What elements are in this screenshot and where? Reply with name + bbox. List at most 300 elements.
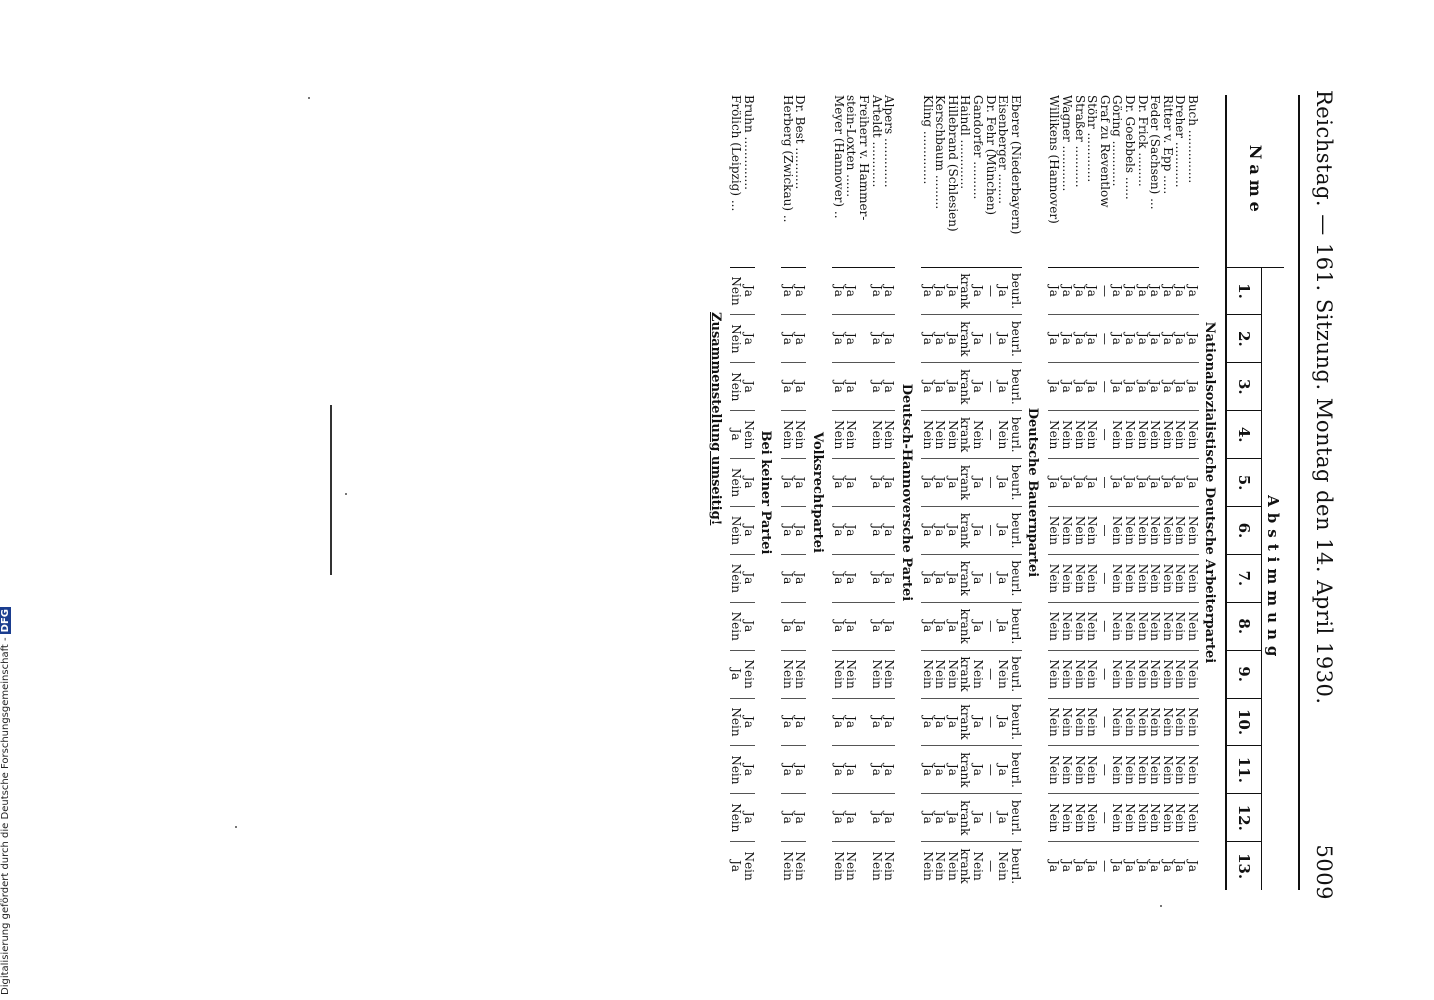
vote-cell: Nein	[742, 650, 755, 698]
vote-cell: Ja	[781, 315, 794, 363]
vote-cell: Nein	[1086, 698, 1099, 746]
table-row	[921, 95, 934, 890]
vote-cell: Ja	[845, 315, 858, 363]
vote-cell: Nein	[1123, 794, 1136, 842]
vote-cell: Ja	[883, 602, 896, 650]
table-row	[1186, 95, 1199, 890]
vote-cell: Ja	[883, 554, 896, 602]
footer-note: Zusammenstellung umseitig!	[708, 312, 723, 526]
vote-cell: Ja	[742, 746, 755, 794]
vote-cell: Nein	[883, 842, 896, 890]
vote-cell: Nein	[1086, 746, 1099, 794]
vote-cell: Ja	[934, 507, 947, 555]
member-name: Dr. Goebbels ......	[1123, 95, 1136, 267]
vote-cell	[857, 459, 870, 507]
vote-cell: Nein	[1161, 554, 1174, 602]
column-number: 5.	[1226, 459, 1262, 507]
table-row	[1111, 95, 1124, 890]
vote-cell: Nein	[921, 650, 934, 698]
vote-cell: Ja	[1149, 363, 1162, 411]
vote-cell: Nein	[1123, 554, 1136, 602]
vote-cell: Ja	[972, 554, 985, 602]
vote-cell: Ja	[781, 746, 794, 794]
vote-cell: Ja	[1161, 459, 1174, 507]
vote-cell: —	[1098, 459, 1111, 507]
vote-cell: Ja	[883, 698, 896, 746]
vote-cell: Nein	[1048, 507, 1061, 555]
table-row	[1174, 95, 1187, 890]
vote-cell: Nein	[1161, 794, 1174, 842]
vote-cell: Ja	[793, 285, 808, 297]
member-name: Dr. Frick .........	[1136, 95, 1149, 267]
vote-cell: Ja	[921, 602, 934, 650]
vote-cell: beurl.	[1008, 273, 1023, 309]
vote-cell: Nein	[1086, 794, 1099, 842]
vote-cell: Ja	[972, 315, 985, 363]
vote-cell: beurl.	[1009, 554, 1022, 602]
vote-cell: Ja	[1135, 285, 1150, 297]
vote-cell: Nein	[870, 411, 883, 459]
margin-rule	[330, 405, 332, 575]
vote-cell: —	[984, 554, 997, 602]
vote-cell: Nein	[1186, 650, 1199, 698]
vote-cell: —	[1098, 507, 1111, 555]
table-row	[832, 95, 845, 890]
vote-cell: Nein	[1073, 411, 1086, 459]
party-heading: Deutsch-Hannoversche Partei	[898, 383, 914, 602]
vote-cell: Ja	[730, 842, 743, 890]
vote-cell: Nein	[1174, 602, 1187, 650]
vote-cell: Ja	[794, 363, 807, 411]
vote-cell: Ja	[832, 459, 845, 507]
vote-cell: Nein	[1111, 602, 1124, 650]
vote-cell: Ja	[920, 285, 935, 297]
member-name: Hillebrand (Schlesien)	[946, 95, 959, 267]
vote-cell: Nein	[730, 315, 743, 363]
table-row	[730, 95, 743, 890]
table-row	[946, 95, 959, 890]
vote-cell: Nein	[832, 842, 845, 890]
vote-cell: —	[1098, 363, 1111, 411]
vote-cell: Nein	[1073, 507, 1086, 555]
vote-cell: Ja	[883, 746, 896, 794]
vote-cell: krank	[959, 459, 972, 507]
vote-cell: Ja	[831, 285, 846, 297]
vote-cell: Nein	[1073, 650, 1086, 698]
vote-cell: Ja	[997, 746, 1010, 794]
vote-cell: Ja	[1060, 315, 1073, 363]
vote-cell: Ja	[781, 602, 794, 650]
vote-cell: Nein	[730, 507, 743, 555]
vote-cell: Ja	[1086, 842, 1099, 890]
vote-cell: Nein	[1060, 411, 1073, 459]
vote-cell: Nein	[1149, 698, 1162, 746]
vote-cell: Ja	[742, 363, 755, 411]
vote-cell: Ja	[781, 794, 794, 842]
vote-cell: krank	[959, 411, 972, 459]
vote-cell: Nein	[1060, 746, 1073, 794]
vote-cell: Ja	[934, 698, 947, 746]
vote-cell: Ja	[1123, 285, 1138, 297]
vote-cell: Ja	[996, 285, 1011, 297]
vote-cell: Ja	[933, 285, 948, 297]
vote-cell: —	[1098, 315, 1111, 363]
vote-cell: krank	[959, 650, 972, 698]
vote-cell: beurl.	[1009, 507, 1022, 555]
vote-cell: Ja	[883, 315, 896, 363]
speck	[308, 97, 310, 99]
vote-cell: Nein	[1086, 554, 1099, 602]
vote-cell: krank	[958, 273, 973, 309]
vote-cell: Ja	[781, 459, 794, 507]
vote-cell: beurl.	[1009, 698, 1022, 746]
vote-cell: Nein	[1174, 411, 1187, 459]
vote-cell: Nein	[1174, 698, 1187, 746]
vote-cell: —	[984, 507, 997, 555]
table-top-rule	[1225, 95, 1226, 890]
vote-cell: beurl.	[1009, 363, 1022, 411]
table-row	[857, 95, 870, 890]
vote-cell: Nein	[1136, 507, 1149, 555]
vote-cell: Nein	[1060, 650, 1073, 698]
vote-cell: Nein	[1048, 602, 1061, 650]
vote-cell: Ja	[794, 507, 807, 555]
vote-cell	[857, 267, 870, 315]
vote-cell	[857, 411, 870, 459]
vote-cell: Ja	[1174, 842, 1187, 890]
vote-cell: Nein	[946, 842, 959, 890]
vote-cell: Ja	[972, 794, 985, 842]
member-name: Gandorfer ..........	[972, 95, 985, 267]
vote-cell: Ja	[921, 794, 934, 842]
vote-cell: Nein	[1186, 746, 1199, 794]
vote-cell: Nein	[1149, 554, 1162, 602]
speck	[345, 493, 347, 495]
vote-cell: —	[984, 459, 997, 507]
table-row	[959, 95, 972, 890]
vote-cell: Ja	[997, 602, 1010, 650]
vote-cell: beurl.	[1009, 842, 1022, 890]
vote-cell: Ja	[870, 698, 883, 746]
vote-cell: Ja	[1060, 842, 1073, 890]
vote-cell: Ja	[1161, 842, 1174, 890]
vote-cell: Ja	[1136, 315, 1149, 363]
vote-cell: Ja	[1149, 842, 1162, 890]
vote-cell: —	[984, 842, 997, 890]
vote-cell: Nein	[794, 650, 807, 698]
vote-cell: Nein	[1136, 411, 1149, 459]
vote-cell: Nein	[1086, 602, 1099, 650]
vote-cell: Ja	[1136, 842, 1149, 890]
vote-cell: Nein	[1048, 746, 1061, 794]
vote-cell: —	[1098, 650, 1111, 698]
vote-cell: Nein	[1073, 554, 1086, 602]
vote-cell: Nein	[1136, 602, 1149, 650]
vote-cell: Ja	[972, 459, 985, 507]
vote-cell: Ja	[1073, 459, 1086, 507]
vote-cell: —	[1098, 794, 1111, 842]
vote-table	[730, 95, 1284, 890]
vote-cell: Ja	[946, 554, 959, 602]
digitization-credit	[0, 607, 11, 995]
vote-cell: Nein	[730, 602, 743, 650]
vote-cell: Nein	[1161, 411, 1174, 459]
vote-cell: Ja	[794, 315, 807, 363]
party-heading-row	[806, 95, 832, 890]
vote-cell: Ja	[1174, 363, 1187, 411]
member-name: stein-Loxten ......	[845, 95, 858, 267]
vote-cell: —	[984, 794, 997, 842]
vote-cell: Nein	[934, 411, 947, 459]
party-heading: Nationalsozialistische Deutsche Arbeiterpartei	[1202, 321, 1218, 664]
member-name: Straßer ...........	[1073, 95, 1086, 267]
vote-cell: Nein	[1149, 602, 1162, 650]
vote-cell: Ja	[742, 459, 755, 507]
vote-cell: Ja	[1110, 285, 1125, 297]
vote-cell: —	[984, 650, 997, 698]
vote-cell: krank	[959, 554, 972, 602]
vote-cell: Ja	[1060, 363, 1073, 411]
vote-cell: Ja	[1073, 315, 1086, 363]
vote-cell: Nein	[1073, 794, 1086, 842]
speck	[1160, 905, 1162, 907]
vote-cell: Nein	[1048, 554, 1061, 602]
vote-cell: Nein	[1123, 650, 1136, 698]
table-row	[997, 95, 1010, 890]
column-number: 1.	[1235, 283, 1253, 299]
vote-cell: Ja	[1060, 285, 1075, 297]
vote-cell: Ja	[870, 602, 883, 650]
vote-cell: Ja	[870, 315, 883, 363]
vote-cell: Ja	[1174, 459, 1187, 507]
vote-cell: Ja	[1186, 363, 1199, 411]
vote-cell: Nein	[1111, 507, 1124, 555]
vote-cell: Ja	[972, 507, 985, 555]
member-name: Buch ..............	[1186, 95, 1199, 267]
vote-cell: krank	[959, 363, 972, 411]
party-heading: Deutsche Bauernpartei	[1025, 407, 1041, 578]
party-heading-row	[755, 95, 781, 890]
vote-cell	[857, 602, 870, 650]
vote-cell: Nein	[1123, 507, 1136, 555]
vote-cell: Ja	[946, 602, 959, 650]
vote-cell: Ja	[832, 746, 845, 794]
vote-cell: Nein	[1123, 411, 1136, 459]
vote-cell: Ja	[742, 315, 755, 363]
vote-cell: Nein	[1060, 794, 1073, 842]
vote-cell: Nein	[1111, 746, 1124, 794]
member-name: Göring ............	[1111, 95, 1124, 267]
column-number: 9.	[1226, 650, 1262, 698]
vote-cell: Nein	[1174, 794, 1187, 842]
vote-cell: Ja	[870, 794, 883, 842]
vote-cell: Ja	[832, 698, 845, 746]
vote-cell	[857, 363, 870, 411]
vote-cell: Nein	[1111, 650, 1124, 698]
vote-cell: Ja	[1149, 459, 1162, 507]
vote-cell: Ja	[1186, 315, 1199, 363]
vote-cell: —	[984, 602, 997, 650]
vote-cell: Nein	[1161, 602, 1174, 650]
vote-cell: Nein	[729, 276, 744, 306]
vote-cell: Ja	[946, 363, 959, 411]
member-name: Stöhr .............	[1086, 95, 1099, 267]
vote-cell: Nein	[883, 411, 896, 459]
vote-cell: Ja	[742, 554, 755, 602]
vote-cell: Ja	[946, 698, 959, 746]
table-row	[1073, 95, 1086, 890]
column-number: 2.	[1226, 315, 1262, 363]
vote-cell: beurl.	[1009, 794, 1022, 842]
vote-cell: Nein	[845, 411, 858, 459]
vote-cell: Nein	[730, 746, 743, 794]
vote-cell: Ja	[1123, 363, 1136, 411]
vote-cell: Ja	[781, 507, 794, 555]
vote-cell: Nein	[1149, 507, 1162, 555]
vote-cell: —	[984, 315, 997, 363]
member-name: Haindl .............	[959, 95, 972, 267]
vote-cell: Ja	[730, 650, 743, 698]
vote-cell: Ja	[870, 363, 883, 411]
vote-cell: —	[984, 363, 997, 411]
party-heading: Volksrechtpartei	[809, 432, 825, 553]
vote-cell: Nein	[1186, 602, 1199, 650]
vote-cell: Nein	[794, 411, 807, 459]
vote-cell	[857, 794, 870, 842]
vote-cell: Nein	[1161, 746, 1174, 794]
page-number: 5009	[1312, 844, 1336, 900]
vote-cell: Nein	[997, 650, 1010, 698]
vote-cell: Nein	[1048, 650, 1061, 698]
vote-cell: Nein	[921, 842, 934, 890]
member-name: Willikens (Hannover)	[1048, 95, 1061, 267]
vote-cell: Nein	[794, 842, 807, 890]
vote-cell: Nein	[1111, 411, 1124, 459]
vote-cell: Ja	[794, 698, 807, 746]
running-header	[1312, 90, 1336, 900]
vote-cell: Ja	[882, 285, 897, 297]
vote-cell: Ja	[946, 507, 959, 555]
vote-cell: Ja	[997, 363, 1010, 411]
table-row	[870, 95, 883, 890]
vote-cell: Nein	[1086, 507, 1099, 555]
vote-cell: Ja	[832, 315, 845, 363]
table-row	[781, 95, 794, 890]
vote-cell: —	[984, 411, 997, 459]
table-row	[845, 95, 858, 890]
vote-cell: Nein	[1186, 554, 1199, 602]
vote-cell: Nein	[1073, 746, 1086, 794]
vote-cell: Ja	[883, 363, 896, 411]
column-number: 7.	[1226, 554, 1262, 602]
vote-cell: Ja	[1111, 363, 1124, 411]
table-row	[1048, 95, 1061, 890]
member-name: Kling ..............	[921, 95, 934, 267]
vote-cell: krank	[959, 746, 972, 794]
vote-cell: Nein	[730, 794, 743, 842]
vote-cell: Ja	[946, 746, 959, 794]
vote-cell: Ja	[934, 746, 947, 794]
vote-cell: Nein	[1123, 746, 1136, 794]
vote-cell: Ja	[1111, 842, 1124, 890]
vote-cell: Nein	[1149, 411, 1162, 459]
vote-cell: Ja	[972, 363, 985, 411]
vote-cell: Nein	[972, 650, 985, 698]
vote-cell: Ja	[1048, 459, 1061, 507]
vote-cell: Nein	[934, 650, 947, 698]
vote-cell: Nein	[1161, 698, 1174, 746]
table-row	[1098, 95, 1111, 890]
member-name: Eisenberger ........	[997, 95, 1010, 267]
vote-cell: Ja	[1186, 459, 1199, 507]
vote-cell: Ja	[1186, 285, 1200, 297]
vote-cell: Ja	[997, 507, 1010, 555]
vote-cell: Ja	[934, 315, 947, 363]
vote-cell: Ja	[845, 507, 858, 555]
vote-cell: Ja	[1072, 285, 1087, 297]
member-name: Herberg (Zwickau) ..	[781, 95, 794, 267]
member-name: Frölich (Leipzig) ...	[730, 95, 743, 267]
vote-cell: —	[1098, 698, 1111, 746]
vote-cell: Ja	[742, 698, 755, 746]
vote-cell: Nein	[730, 698, 743, 746]
vote-cell: Ja	[997, 698, 1010, 746]
member-name: Feder (Sachsen) ...	[1149, 95, 1162, 267]
vote-cell: Ja	[1123, 315, 1136, 363]
vote-cell: Ja	[794, 746, 807, 794]
vote-cell: Ja	[1186, 842, 1199, 890]
table-row	[972, 95, 985, 890]
vote-cell: Nein	[832, 650, 845, 698]
vote-cell: Ja	[832, 794, 845, 842]
vote-cell	[857, 650, 870, 698]
vote-cell: Nein	[1149, 650, 1162, 698]
vote-cell: Ja	[742, 794, 755, 842]
vote-cell: Ja	[1149, 315, 1162, 363]
vote-cell: Ja	[832, 602, 845, 650]
member-name: Graf zu Reventlow	[1098, 95, 1111, 267]
vote-cell: Ja	[921, 507, 934, 555]
vote-cell: —	[984, 698, 997, 746]
vote-cell: Ja	[946, 315, 959, 363]
table-row	[1086, 95, 1099, 890]
vote-cell: Nein	[1111, 554, 1124, 602]
member-name: Bruhn ..............	[742, 95, 755, 267]
vote-cell: krank	[959, 698, 972, 746]
vote-cell: Nein	[1060, 698, 1073, 746]
vote-cell: Ja	[742, 507, 755, 555]
vote-cell: Ja	[1148, 285, 1163, 297]
vote-cell: Ja	[921, 459, 934, 507]
column-number: 3.	[1226, 363, 1262, 411]
vote-cell: krank	[959, 602, 972, 650]
vote-cell: Nein	[742, 411, 755, 459]
vote-cell: Ja	[1123, 842, 1136, 890]
vote-cell: beurl.	[1009, 459, 1022, 507]
member-name: Wagner ............	[1060, 95, 1073, 267]
dfg-logo: DFG	[0, 609, 11, 633]
vote-cell	[857, 315, 870, 363]
vote-cell: —	[1098, 554, 1111, 602]
vote-cell: Ja	[832, 554, 845, 602]
table-row	[984, 95, 997, 890]
table-head-row	[1262, 95, 1285, 890]
member-name: Eberer (Niederbayern)	[1009, 95, 1022, 267]
vote-cell: beurl.	[1009, 650, 1022, 698]
vote-cell: Ja	[1111, 315, 1124, 363]
vote-cell: Ja	[1085, 285, 1100, 297]
vote-cell: Nein	[1048, 794, 1061, 842]
